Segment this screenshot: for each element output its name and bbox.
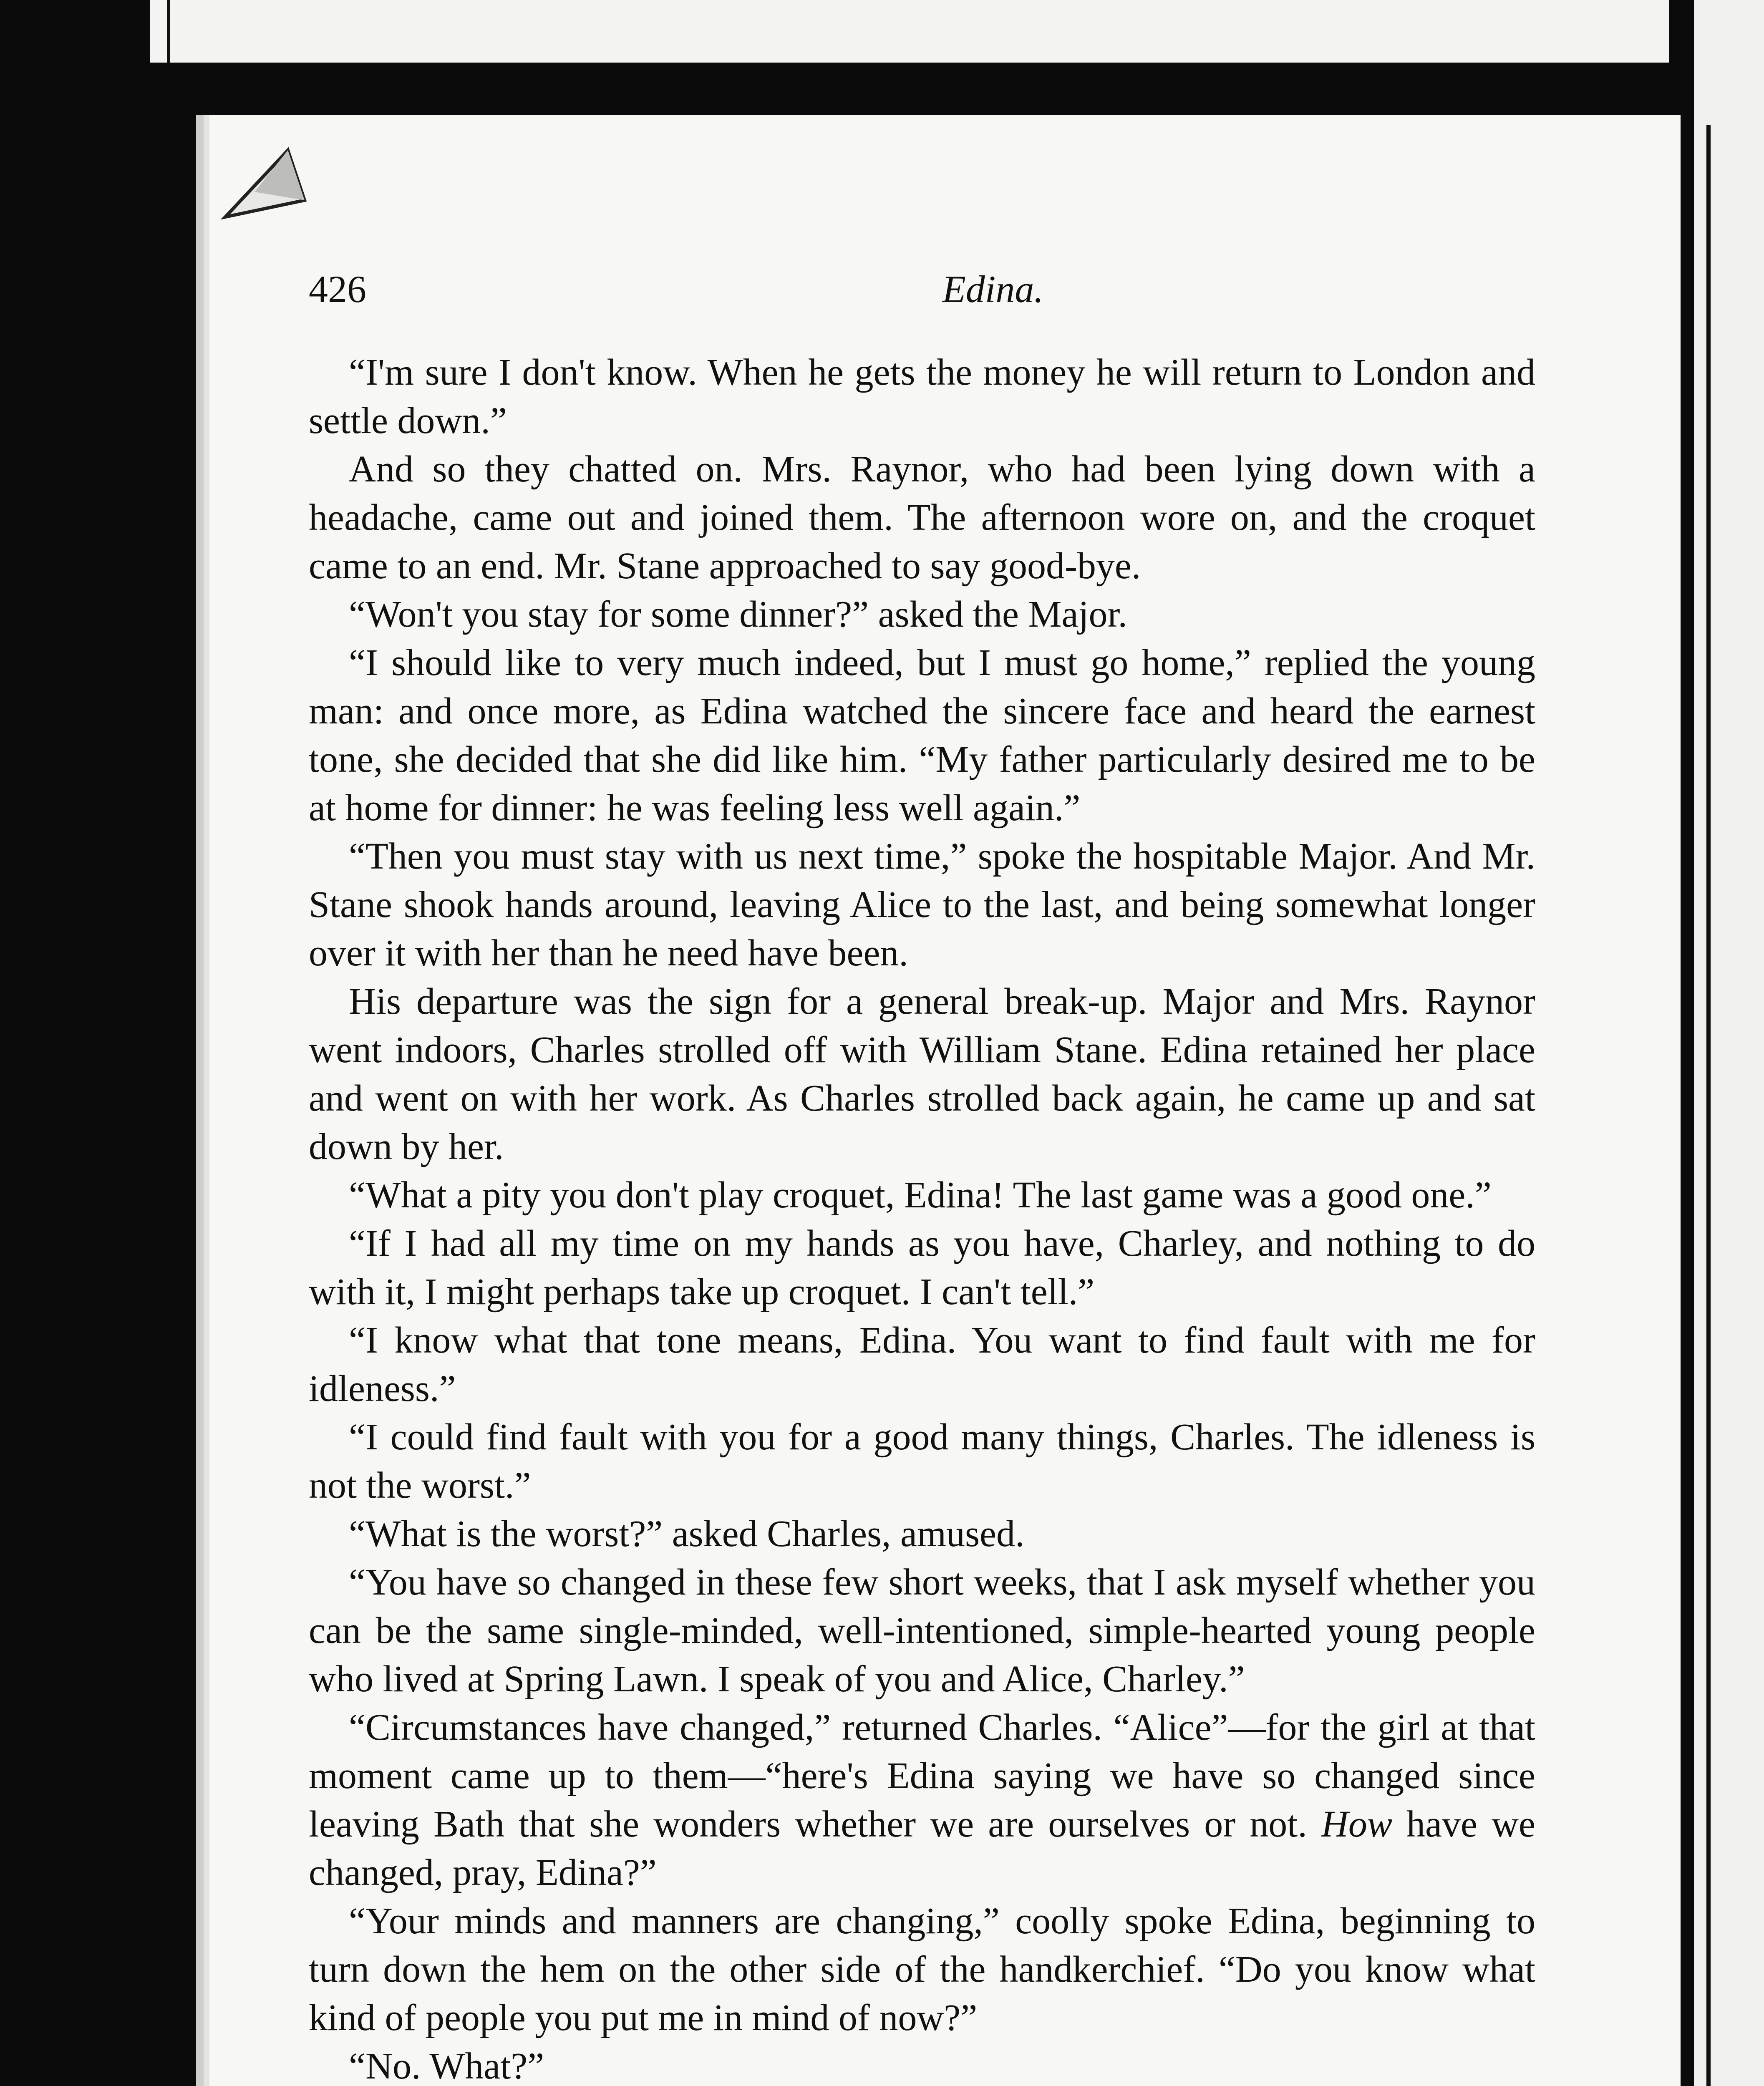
italic-word: How bbox=[1321, 1804, 1392, 1845]
paragraph: And so they chatted on. Mrs. Raynor, who had been lying down with a headache, came out and joined them. The afternoon wore on, and the croquet came to an end. Mr. Stane approached to say good-bye. bbox=[309, 448, 1535, 587]
paragraph: “I know what that tone means, Edina. You want to find fault with me for idleness.” bbox=[309, 1320, 1535, 1409]
paragraph: “If I had all my time on my hands as you have, Charley, and nothing to do with it, I might perhaps take up croquet. I can't tell.” bbox=[309, 1223, 1535, 1313]
page-edge-line bbox=[1706, 125, 1711, 2086]
paragraph: “What a pity you don't play croquet, Edina! The last game was a good one.” bbox=[349, 1174, 1492, 1216]
paragraph: His departure was the sign for a general break-up. Major and Mrs. Raynor went indoors, Charles strolled off with William Stane. Edina retained her place and went on with her work. As Charles strolled back again, he came up and sat down by her. bbox=[309, 981, 1535, 1167]
paragraph: “No. What?” bbox=[349, 2046, 544, 2086]
adjacent-page-top bbox=[150, 0, 1669, 63]
paragraph: “I could find fault with you for a good many things, Charles. The idleness is not the worst.” bbox=[309, 1416, 1535, 1506]
paragraph: “Then you must stay with us next time,” spoke the hospitable Major. And Mr. Stane shook hands around, leaving Alice to the last, and being somewhat longer over it with her than he need have been. bbox=[309, 836, 1535, 974]
paragraph-text: “Circumstances have changed,” returned Charles. “Alice”—for the girl at that moment came up to them—“here's Edina saying we have so changed since leaving Bath that she wonders whether we are ourselves or not. bbox=[309, 1707, 1535, 1845]
page-header bbox=[309, 267, 1535, 325]
paragraph: “What is the worst?” asked Charles, amused. bbox=[349, 1513, 1025, 1554]
paragraph-text: have we changed, pray, Edina?” bbox=[309, 1804, 1535, 1893]
body-text bbox=[309, 348, 1535, 2086]
page-number: 426 bbox=[309, 268, 366, 310]
paragraph: “I'm sure I don't know. When he gets the money he will return to London and settle down.” bbox=[309, 352, 1535, 441]
paragraph-with-italic bbox=[309, 1703, 1535, 1897]
paragraph: “Won't you stay for some dinner?” asked the Major. bbox=[349, 594, 1127, 635]
paragraph: “I should like to very much indeed, but I must go home,” replied the young man: and once more, as Edina watched the sincere face and heard the earnest tone, she decided that she did like him. “My father particularly desired me to be at home for dinner: he was feeling less well again.” bbox=[309, 642, 1535, 829]
folded-corner-icon bbox=[209, 142, 317, 225]
adjacent-page-right bbox=[1694, 0, 1764, 2086]
paragraph: “Your minds and manners are changing,” coolly spoke Edina, beginning to turn down the hem on the other side of the handkerchief. “Do you know what kind of people you put me in mind of now?” bbox=[309, 1900, 1535, 2038]
paragraph: “You have so changed in these few short weeks, that I ask myself whether you can be the same single-minded, well-intentioned, simple-hearted young people who lived at Spring Lawn. I speak of you and Alice, Charley.” bbox=[309, 1562, 1535, 1700]
running-head: Edina. bbox=[942, 268, 1044, 310]
binding-line bbox=[167, 0, 170, 63]
